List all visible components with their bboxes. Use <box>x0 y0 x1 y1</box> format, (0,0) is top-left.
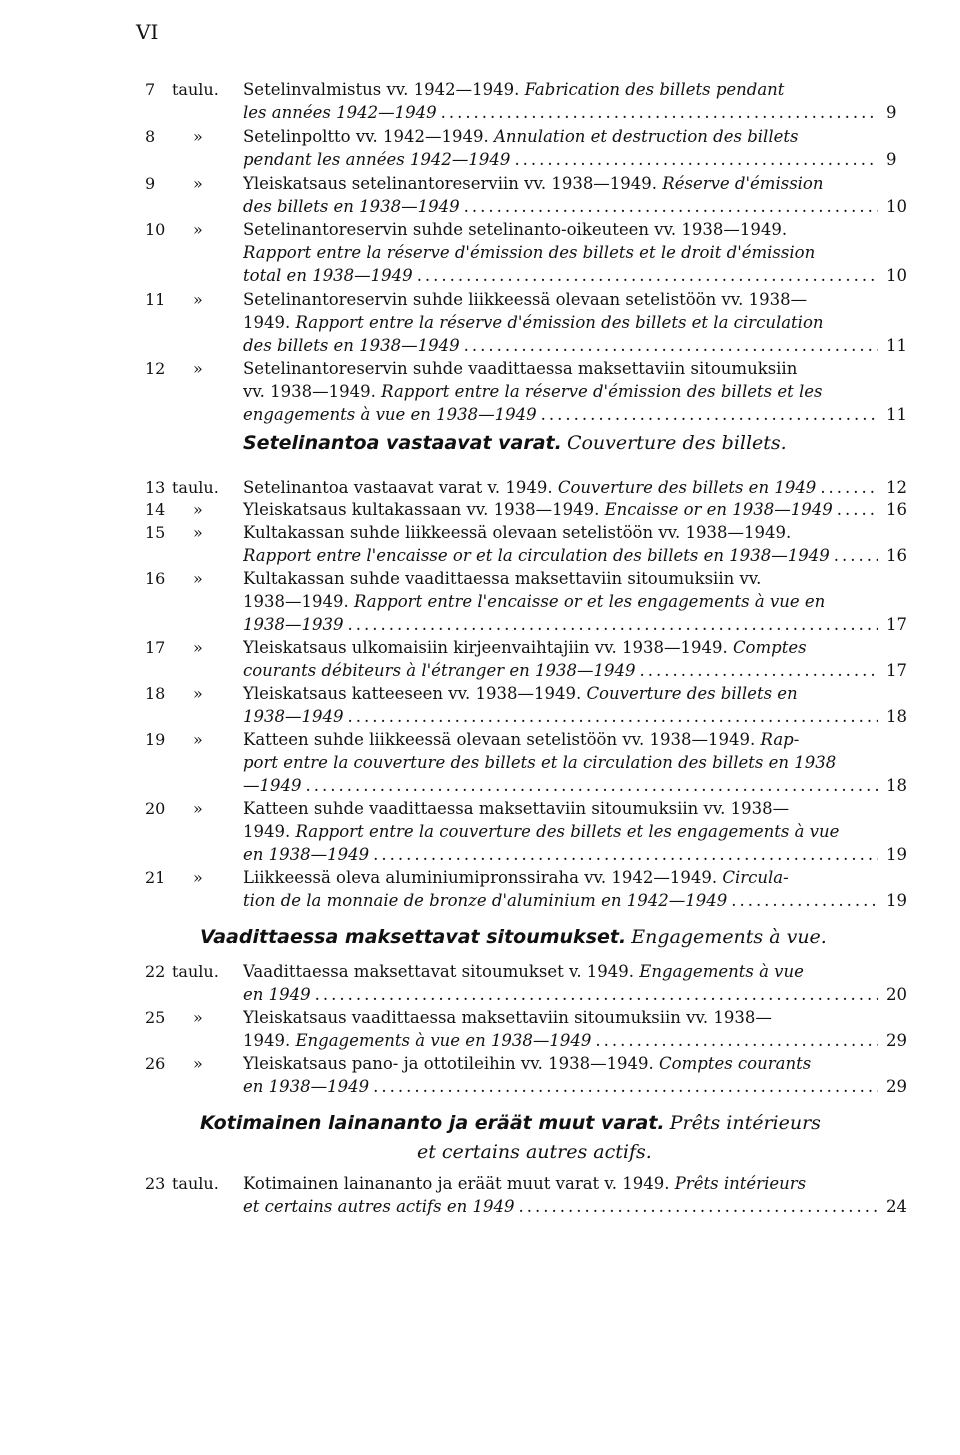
table-number: 17 <box>145 638 166 657</box>
section-heading-2 <box>200 926 827 948</box>
entry-title <box>243 1006 878 1052</box>
entry-title <box>243 172 878 218</box>
heading-finnish: Kotimainen lainananto ja eräät muut varat. <box>200 1112 665 1134</box>
entry-line <box>243 521 878 544</box>
finnish-text: 1949. <box>243 1031 296 1050</box>
entry-title <box>243 288 878 357</box>
french-text: Engagements à vue <box>639 962 804 981</box>
finnish-text: Katteen suhde vaadittaessa maksettaviin sitoumuksiin vv. 1938— <box>243 799 790 818</box>
finnish-text: Yleiskatsaus kultakassaan vv. 1938—1949. <box>243 500 605 519</box>
ditto-mark: » <box>193 1008 203 1027</box>
dot-leader <box>369 843 878 866</box>
entry-line <box>243 334 878 357</box>
section-heading-1 <box>243 432 787 454</box>
entry-title <box>243 728 878 797</box>
taulu-label: taulu. <box>172 1174 219 1193</box>
ditto-mark: » <box>193 799 203 818</box>
taulu-label: taulu. <box>172 80 219 99</box>
page-ref: 17 <box>886 661 907 680</box>
table-number: 25 <box>145 1008 166 1027</box>
french-text: Rapport entre l'encaisse or et les engagements à vue en <box>353 592 826 611</box>
french-text: des billets en 1938—1949 <box>243 197 460 216</box>
dot-leader <box>302 774 879 797</box>
ditto-mark: » <box>193 638 203 657</box>
entry-line <box>243 498 878 521</box>
entry-title <box>243 521 878 567</box>
entry-title <box>243 125 878 171</box>
finnish-text: Kultakassan suhde vaadittaessa maksettaviin sitoumuksiin vv. <box>243 569 762 588</box>
page-ref: 11 <box>886 405 907 424</box>
dot-leader <box>816 476 878 499</box>
ditto-mark: » <box>193 359 203 378</box>
entry-line <box>243 751 878 774</box>
entry-line <box>243 148 878 171</box>
ditto-mark: » <box>193 684 203 703</box>
dot-leader <box>636 659 878 682</box>
table-number: 11 <box>145 290 166 309</box>
entry-line <box>243 1075 878 1098</box>
table-number: 13 <box>145 478 166 497</box>
entry-line <box>243 613 878 636</box>
entry-line <box>243 960 878 983</box>
entry-title <box>243 218 878 287</box>
table-number: 22 <box>145 962 166 981</box>
finnish-text: Setelinantoreservin suhde liikkeessä olevaan setelistöön vv. 1938— <box>243 290 808 309</box>
page-ref: 19 <box>886 891 907 910</box>
entry-line <box>243 380 878 403</box>
finnish-text: Yleiskatsaus vaadittaessa maksettaviin sitoumuksiin vv. 1938— <box>243 1008 772 1027</box>
entry-line <box>243 774 878 797</box>
entry-line <box>243 728 878 751</box>
entry-title <box>243 476 878 499</box>
french-text: port entre la couverture des billets et la circulation des billets en 1938 <box>243 753 837 772</box>
entry-line <box>243 659 878 682</box>
entry-line <box>243 125 878 148</box>
ditto-mark: » <box>193 500 203 519</box>
french-text: Encaisse or en 1938—1949 <box>604 500 833 519</box>
finnish-text: Kotimainen lainananto ja eräät muut varat v. 1949. <box>243 1174 675 1193</box>
heading-french: Couverture des billets. <box>566 432 787 454</box>
french-text: Rapport entre l'encaisse or et la circulation des billets en 1938—1949 <box>243 546 830 565</box>
section-heading-3 <box>200 1112 821 1134</box>
entry-line <box>243 403 878 426</box>
finnish-text: 1938—1949. <box>243 592 354 611</box>
finnish-text: Yleiskatsaus ulkomaisiin kirjeenvaihtajiin vv. 1938—1949. <box>243 638 733 657</box>
entry-line <box>243 866 878 889</box>
entry-line <box>243 820 878 843</box>
dot-leader <box>515 1195 878 1218</box>
dot-leader <box>510 148 878 171</box>
entry-title <box>243 636 878 682</box>
entry-line <box>243 682 878 705</box>
dot-leader <box>343 613 878 636</box>
french-text: Rapport entre la réserve d'émission des billets et le droit d'émission <box>243 243 816 262</box>
ditto-mark: » <box>193 730 203 749</box>
finnish-text: Kultakassan suhde liikkeessä olevaan setelistöön vv. 1938—1949. <box>243 523 792 542</box>
french-text: en 1949 <box>243 985 311 1004</box>
french-text: Rapport entre la réserve d'émission des billets et les <box>381 382 823 401</box>
table-number: 10 <box>145 220 166 239</box>
entry-line <box>243 590 878 613</box>
entry-line <box>243 288 878 311</box>
french-text: Engagements à vue en 1938—1949 <box>295 1031 592 1050</box>
dot-leader <box>343 705 878 728</box>
ditto-mark: » <box>193 1054 203 1073</box>
table-number: 21 <box>145 868 166 887</box>
french-text: Circula- <box>722 868 789 887</box>
finnish-text: Setelinvalmistus vv. 1942—1949. <box>243 80 525 99</box>
table-number: 15 <box>145 523 166 542</box>
ditto-mark: » <box>193 127 203 146</box>
ditto-mark: » <box>193 868 203 887</box>
french-text: Comptes <box>732 638 807 657</box>
entry-line <box>243 1006 878 1029</box>
table-number: 19 <box>145 730 166 749</box>
page-ref: 10 <box>886 197 907 216</box>
finnish-text: Liikkeessä oleva aluminiumipronssiraha vv. 1942—1949. <box>243 868 723 887</box>
finnish-text: Yleiskatsaus setelinantoreserviin vv. 1938—1949. <box>243 174 663 193</box>
entry-title <box>243 78 878 124</box>
entry-line <box>243 264 878 287</box>
table-number: 7 <box>145 80 156 99</box>
table-number: 18 <box>145 684 166 703</box>
page-ref: 17 <box>886 615 907 634</box>
heading-french: Prêts intérieurs <box>669 1112 821 1134</box>
finnish-text: Setelinantoreservin suhde vaadittaessa maksettaviin sitoumuksiin <box>243 359 798 378</box>
ditto-mark: » <box>193 290 203 309</box>
section-heading-3-cont <box>417 1141 652 1163</box>
french-text: total en 1938—1949 <box>243 266 413 285</box>
french-text: en 1938—1949 <box>243 845 370 864</box>
french-text: tion de la monnaie de bronze d'aluminium en 1942—1949 <box>243 891 728 910</box>
heading-finnish: Setelinantoa vastaavat varat. <box>243 432 562 454</box>
dot-leader <box>830 544 878 567</box>
dot-leader <box>460 195 878 218</box>
dot-leader <box>311 983 878 1006</box>
page-ref: 20 <box>886 985 907 1004</box>
heading-finnish: Vaadittaessa maksettavat sitoumukset. <box>200 926 627 948</box>
page-ref: 9 <box>886 150 897 169</box>
french-text: les années 1942—1949 <box>243 103 437 122</box>
page-ref: 19 <box>886 845 907 864</box>
table-number: 20 <box>145 799 166 818</box>
dot-leader <box>460 334 878 357</box>
finnish-text: vv. 1938—1949. <box>243 382 382 401</box>
finnish-text: Katteen suhde liikkeessä olevaan setelistöön vv. 1938—1949. <box>243 730 761 749</box>
table-number: 9 <box>145 174 156 193</box>
table-number: 23 <box>145 1174 166 1193</box>
page-ref: 24 <box>886 1197 907 1216</box>
french-text: Annulation et destruction des billets <box>494 127 799 146</box>
entry-line <box>243 843 878 866</box>
page-ref: 18 <box>886 776 907 795</box>
finnish-text: Setelinantoreservin suhde setelinanto-oikeuteen vv. 1938—1949. <box>243 220 788 239</box>
page-ref: 11 <box>886 336 907 355</box>
entry-line <box>243 195 878 218</box>
page-ref: 29 <box>886 1077 907 1096</box>
french-text: 1938—1949 <box>243 707 344 726</box>
entry-line <box>243 797 878 820</box>
taulu-label: taulu. <box>172 478 219 497</box>
entry-line <box>243 983 878 1006</box>
entry-line <box>243 1172 878 1195</box>
ditto-mark: » <box>193 569 203 588</box>
entry-line <box>243 705 878 728</box>
entry-line <box>243 636 878 659</box>
page-ref: 12 <box>886 478 907 497</box>
entry-line <box>243 311 878 334</box>
french-text: Réserve d'émission <box>662 174 824 193</box>
french-text: 1938—1939 <box>243 615 344 634</box>
entry-line <box>243 218 878 241</box>
finnish-text: 1949. <box>243 822 296 841</box>
french-text: Prêts intérieurs <box>674 1174 807 1193</box>
french-text: Fabrication des billets pendant <box>524 80 785 99</box>
entry-title <box>243 797 878 866</box>
entry-line <box>243 101 878 124</box>
table-number: 12 <box>145 359 166 378</box>
entry-line <box>243 1029 878 1052</box>
entry-title <box>243 567 878 636</box>
entry-title <box>243 498 878 521</box>
entry-line <box>243 78 878 101</box>
finnish-text: Yleiskatsaus katteeseen vv. 1938—1949. <box>243 684 587 703</box>
ditto-mark: » <box>193 523 203 542</box>
french-text: en 1938—1949 <box>243 1077 370 1096</box>
table-number: 14 <box>145 500 166 519</box>
entry-line <box>243 241 878 264</box>
french-text: Comptes courants <box>659 1054 812 1073</box>
entry-title <box>243 1172 878 1218</box>
entry-title <box>243 682 878 728</box>
page-ref: 9 <box>886 103 897 122</box>
heading-french: Engagements à vue. <box>631 926 827 948</box>
french-text: Rapport entre la réserve d'émission des billets et la circulation <box>295 313 824 332</box>
entry-line <box>243 889 878 912</box>
table-number: 26 <box>145 1054 166 1073</box>
entry-line <box>243 567 878 590</box>
page-ref: 29 <box>886 1031 907 1050</box>
finnish-text: Yleiskatsaus pano- ja ottotileihin vv. 1938—1949. <box>243 1054 660 1073</box>
page-number: VI <box>136 20 159 44</box>
dot-leader <box>369 1075 878 1098</box>
french-text: courants débiteurs à l'étranger en 1938—1949 <box>243 661 636 680</box>
dot-leader <box>537 403 878 426</box>
french-text: et certains autres actifs en 1949 <box>243 1197 515 1216</box>
finnish-text: Vaadittaessa maksettavat sitoumukset v. 1949. <box>243 962 640 981</box>
entry-line <box>243 172 878 195</box>
page-ref: 16 <box>886 500 907 519</box>
dot-leader <box>833 498 878 521</box>
dot-leader <box>591 1029 878 1052</box>
table-number: 16 <box>145 569 166 588</box>
french-text: Rapport entre la couverture des billets et les engagements à vue <box>295 822 840 841</box>
french-text: Rap- <box>760 730 800 749</box>
ditto-mark: » <box>193 220 203 239</box>
french-text: Couverture des billets en <box>586 684 798 703</box>
entry-line <box>243 1195 878 1218</box>
entry-line <box>243 1052 878 1075</box>
french-text: Couverture des billets en 1949 <box>557 478 817 497</box>
entry-title <box>243 357 878 426</box>
dot-leader <box>727 889 878 912</box>
table-number: 8 <box>145 127 156 146</box>
french-text: des billets en 1938—1949 <box>243 336 460 355</box>
french-text: pendant les années 1942—1949 <box>243 150 511 169</box>
french-text: engagements à vue en 1938—1949 <box>243 405 537 424</box>
entry-title <box>243 866 878 912</box>
finnish-text: 1949. <box>243 313 296 332</box>
taulu-label: taulu. <box>172 962 219 981</box>
entry-line <box>243 544 878 567</box>
entry-line <box>243 476 878 499</box>
entry-title <box>243 1052 878 1098</box>
ditto-mark: » <box>193 174 203 193</box>
page-ref: 16 <box>886 546 907 565</box>
entry-line <box>243 357 878 380</box>
finnish-text: Setelinpoltto vv. 1942—1949. <box>243 127 495 146</box>
heading-french: et certains autres actifs. <box>417 1141 652 1163</box>
finnish-text: Setelinantoa vastaavat varat v. 1949. <box>243 478 558 497</box>
entry-title <box>243 960 878 1006</box>
page-ref: 10 <box>886 266 907 285</box>
page-ref: 18 <box>886 707 907 726</box>
dot-leader <box>413 264 878 287</box>
dot-leader <box>437 101 878 124</box>
french-text: —1949 <box>243 776 302 795</box>
